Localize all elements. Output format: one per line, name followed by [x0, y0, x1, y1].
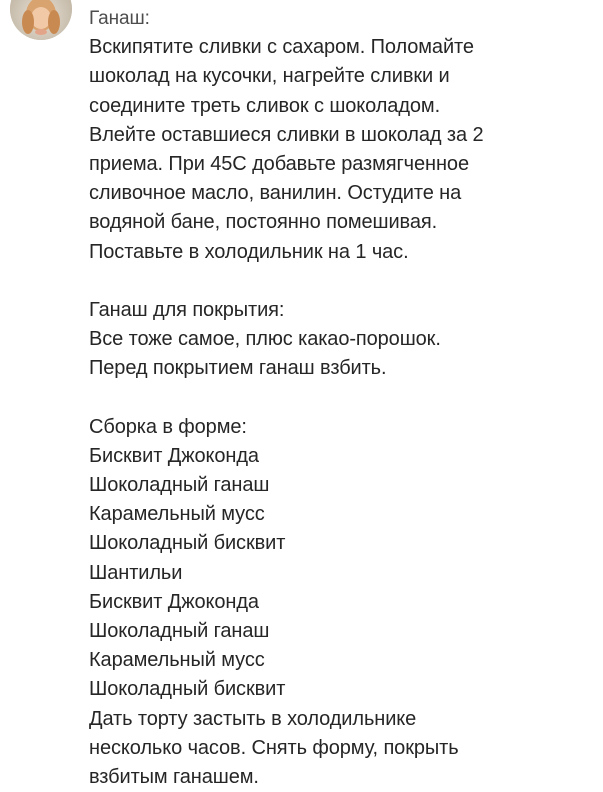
- ganache-instructions: [89, 33, 589, 267]
- assembly-text-line: Шоколадный бисквит: [89, 678, 286, 701]
- ganache-text-line: приема. При 45С добавьте размягченное: [89, 152, 469, 175]
- coating-text-line: Все тоже самое, плюс какао-порошок.: [89, 328, 441, 351]
- ganache-text-line: Поставьте в холодильник на 1 час.: [89, 240, 409, 263]
- ganache-text-line: сливочное масло, ванилин. Остудите на: [89, 182, 462, 205]
- assembly-text-line: Шоколадный бисквит: [89, 532, 286, 555]
- paragraph-gap: [89, 383, 589, 412]
- assembly-text-line: Бисквит Джоконда: [89, 444, 259, 467]
- paragraph-gap: [89, 267, 589, 296]
- section-title-coating: Ганаш для покрытия:: [89, 298, 285, 321]
- ganache-text-line: соедините треть сливок с шоколадом.: [89, 94, 441, 117]
- assembly-text-line: взбитым ганашем.: [89, 765, 259, 788]
- assembly-text-line: Карамельный мусс: [89, 503, 265, 526]
- assembly-text-line: Бисквит Джоконда: [89, 590, 259, 613]
- assembly-text-line: Шантильи: [89, 561, 183, 584]
- avatar[interactable]: [10, 0, 72, 40]
- ganache-text-line: Вскипятите сливки с сахаром. Поломайте: [89, 36, 474, 59]
- assembly-text-line: Шоколадный ганаш: [89, 619, 270, 642]
- ganache-text-line: водяной бане, постоянно помешивая.: [89, 211, 438, 234]
- assembly-text-line: Шоколадный ганаш: [89, 474, 270, 496]
- section-title-assembly: Сборка в форме:: [89, 415, 247, 438]
- section-title-ganache: Ганаш:: [89, 8, 150, 29]
- assembly-text-line: несколько часов. Снять форму, покрыть: [89, 736, 459, 759]
- ganache-text-line: Влейте оставшиеся сливки в шоколад за 2: [89, 123, 484, 146]
- assembly-list: [89, 442, 589, 792]
- coating-instructions: [89, 325, 589, 383]
- assembly-text-line: Дать торту застыть в холодильнике: [89, 707, 417, 730]
- ganache-text-line: шоколад на кусочки, нагрейте сливки и: [89, 65, 450, 88]
- comment-body: [89, 4, 589, 792]
- user-avatar-photo-icon: [10, 0, 72, 40]
- coating-text-line: Перед покрытием ганаш взбить.: [89, 357, 387, 380]
- assembly-text-line: Карамельный мусс: [89, 649, 265, 672]
